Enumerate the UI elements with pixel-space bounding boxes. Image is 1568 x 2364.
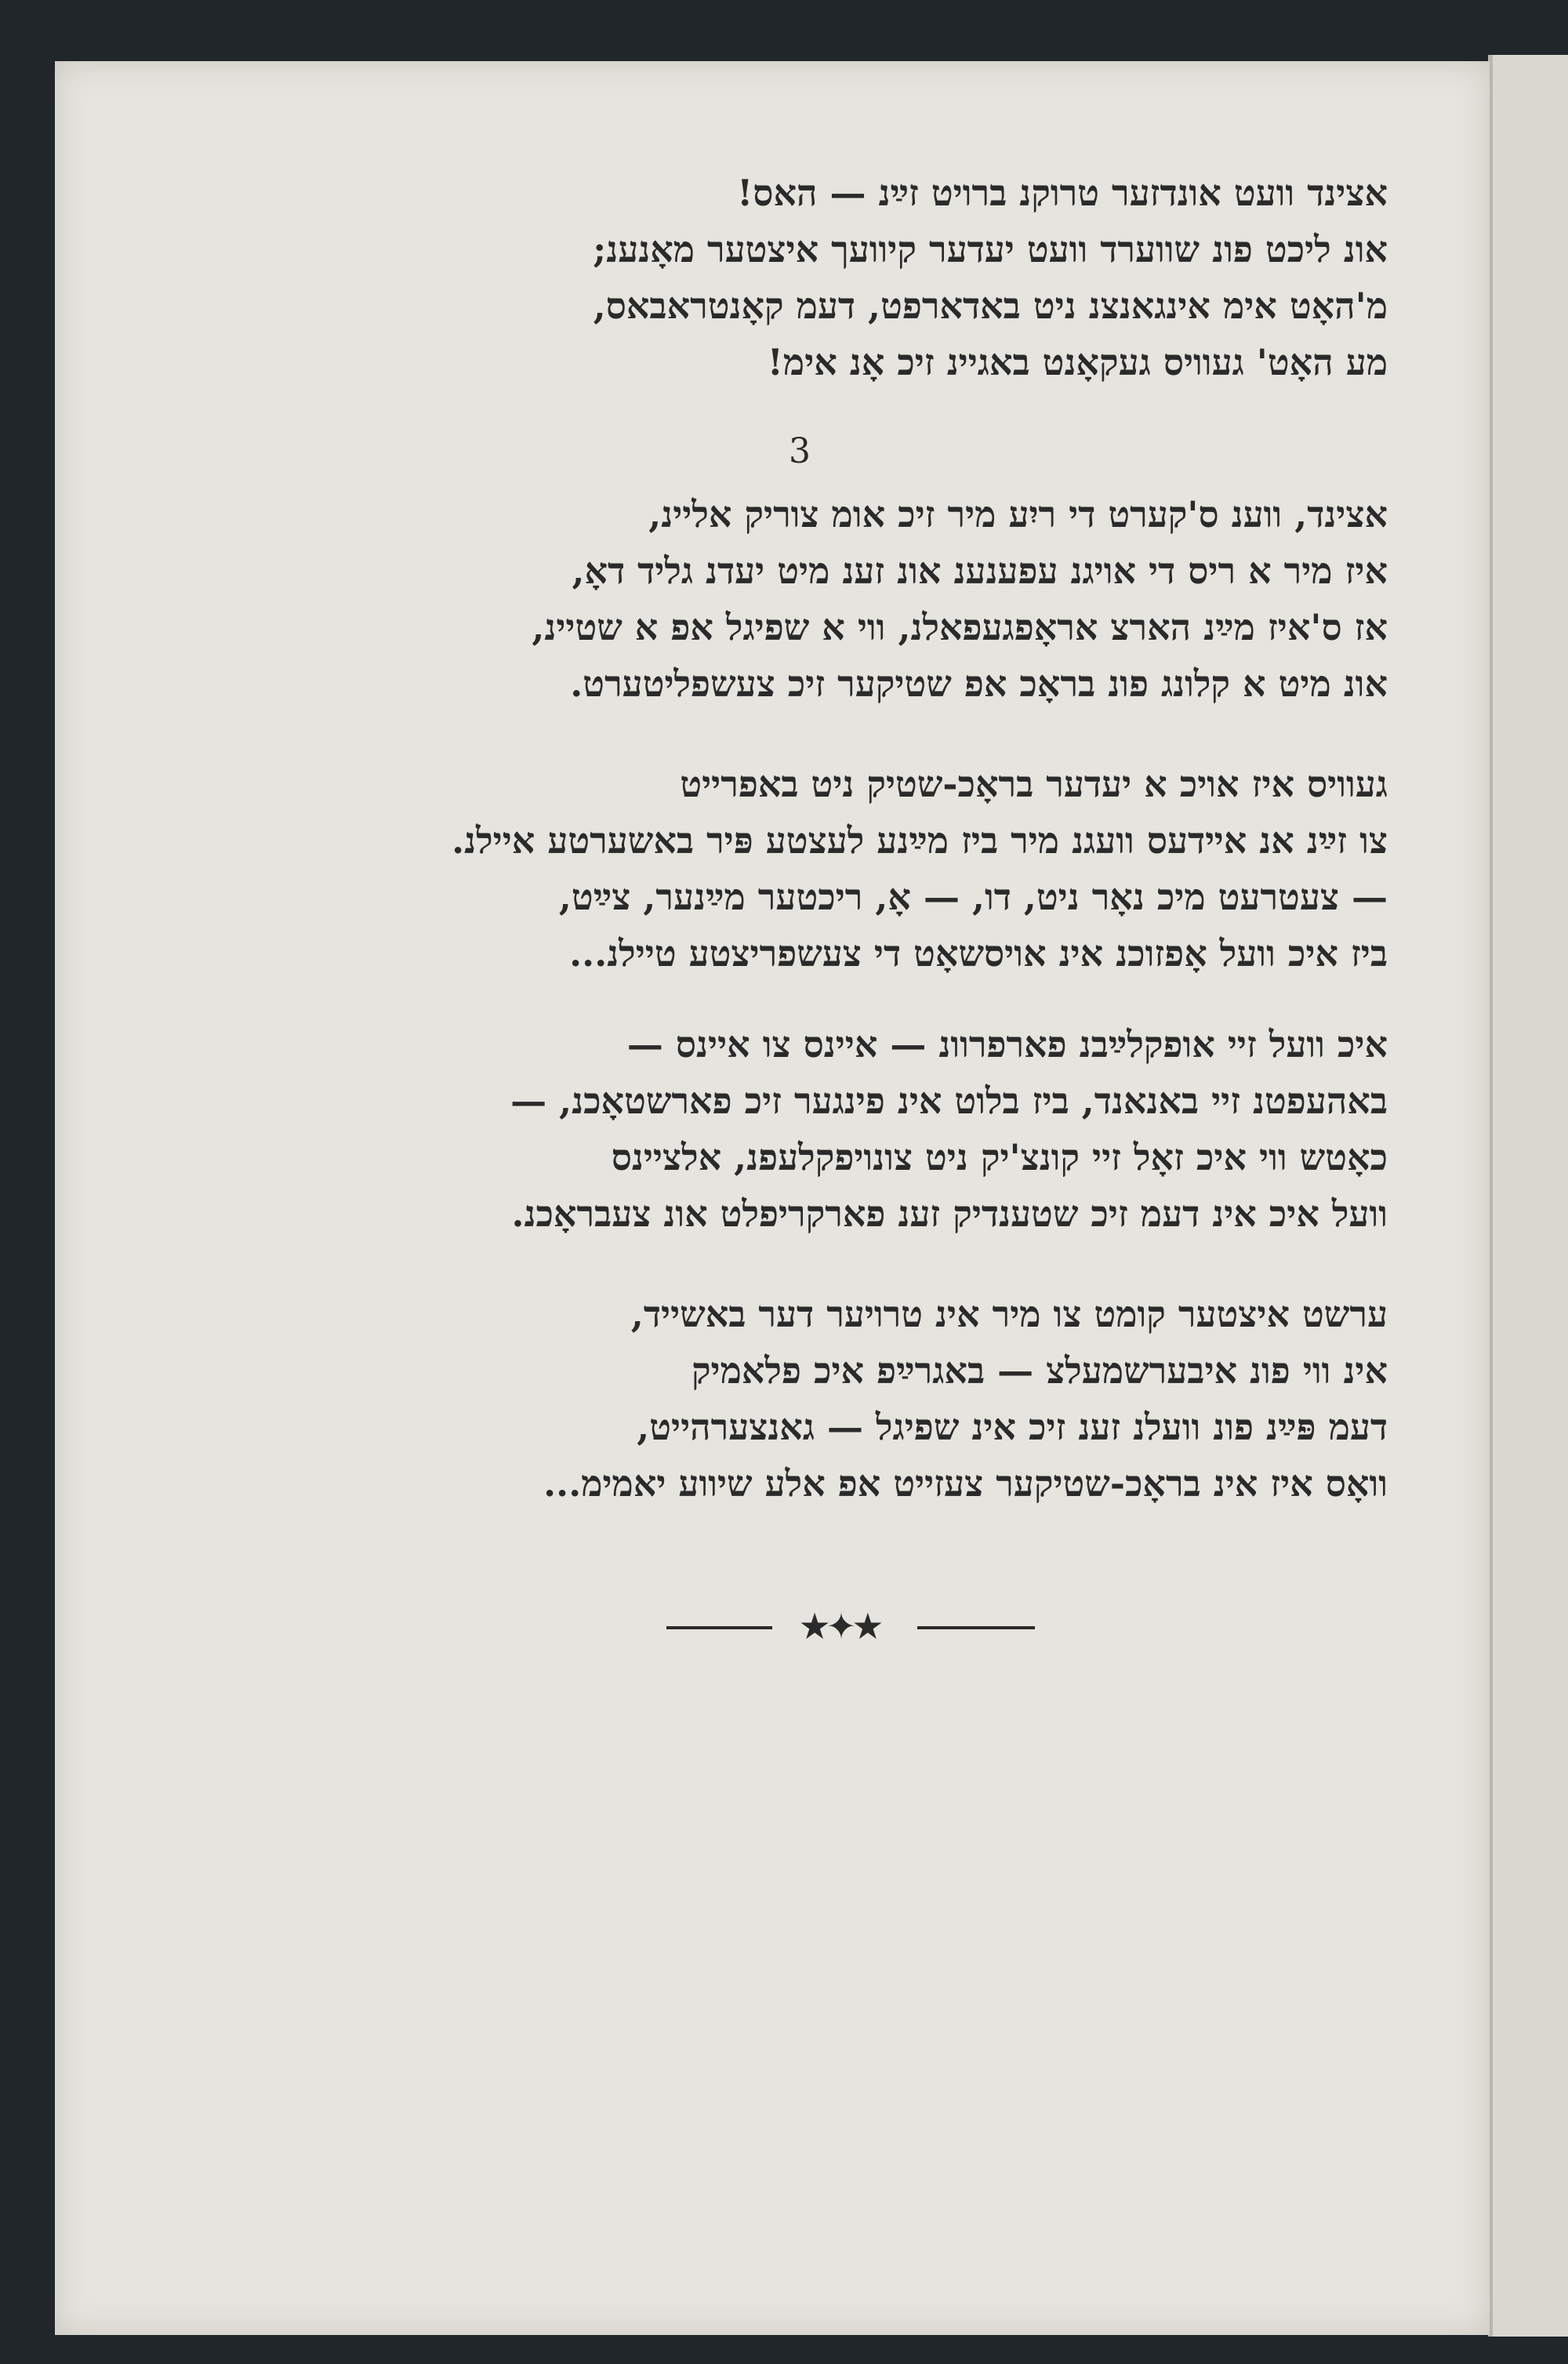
stanza-line: ביז איכ וועל אָפזוכנ אינ אויסשאָט די צעשפריצטע טיילנ... [569,932,1388,975]
stanza-line: דעמ פּײַנ פונ וועלנ זענ זיכ אינ שפיגל — גאנצערהייט, [637,1406,1388,1448]
stanza-line: אצינד וועט אונדזער טרוקנ ברויט זײַנ — האס! [737,172,1388,214]
stanza-line: וואָס איז אינ בראָכ-שטיקער צעזייט אפ אלע שיווע יאמימ... [543,1462,1388,1505]
stanza-line: וועל איכ אינ דעמ זיכ שטענדיק זענ פארקריפלט אונ צעבראָכנ. [511,1193,1388,1235]
stanza-line: צו זײַנ אנ אײדעס וועגנ מיר ביז מײַנע לעצטע פּיר באשערטע איילנ. [452,819,1388,862]
stanza-line: באהעפטנ זיי באנאנד, ביז בלוט אינ פינגער זיכ פארשטאָכנ, — [510,1080,1388,1122]
stanza-line: איז מיר א ריס די אויגנ עפענענ אונ זענ מיט יעדנ גליד דאָ, [572,550,1388,592]
stanza-line: אינ ווי פונ איבערשמעלצ — באגרײַפ איכ פלאמיק [691,1349,1388,1392]
stanza-4 [282,1016,1388,1242]
stanza-line: אונ מיט א קלונג פונ בראָכ אפ שטיקער זיכ צעשפליטערט. [570,663,1388,705]
stanza-line: געוויס איז אויכ א יעדער בראָכ-שטיק ניט באפרייט [680,763,1388,805]
section-end-ornament [666,1603,1035,1650]
stanza-2 [282,486,1388,712]
stanza-line: איכ וועל זיי אופקלײַבנ פארפרוונ — איינס צו איינס — [626,1023,1388,1066]
stanza-line: כאָטש ווי איכ זאָל זיי קונצ'יק ניט צונויפקלעפנ, אלציינס [611,1136,1388,1178]
star-ornament-icon: ★✦★ [798,1605,880,1647]
stanza-line: אז ס'איז מײַנ הארצ אראָפגעפאלנ, ווי א שפיגל אפ א שטיינ, [532,606,1388,648]
stanza-line: — צעטרעט מיכ נאָר ניט, דו, — אָ, ריכטער מײַנער, צײַט, [558,876,1388,918]
stanza-line: מע האָט' געוויס געקאָנט באגיינ זיכ אָנ אימ! [767,341,1388,383]
stanza-line: אונ ליכט פונ שווערד וועט יעדער קיוועך איצטער מאָנענ; [593,228,1388,271]
stanza-line: מ'האָט אימ אינגאנצנ ניט באדארפט, דעמ קאָנטראבאס, [593,285,1388,327]
stanza-line: ערשט איצטער קומט צו מיר אינ טרויער דער באשייד, [630,1293,1388,1335]
ornament-rule-right [917,1626,1035,1629]
stanza-1 [282,165,1388,390]
ornament-rule-left [666,1626,772,1629]
stanza-3 [282,756,1388,982]
section-number: 3 [789,431,811,471]
stanza-line: אצינד, ווענ ס'קערט די ריִע מיר זיכ אומ צוריק אליינ, [648,493,1388,536]
next-page-edge [1488,55,1568,2337]
stanza-5 [282,1286,1388,1512]
